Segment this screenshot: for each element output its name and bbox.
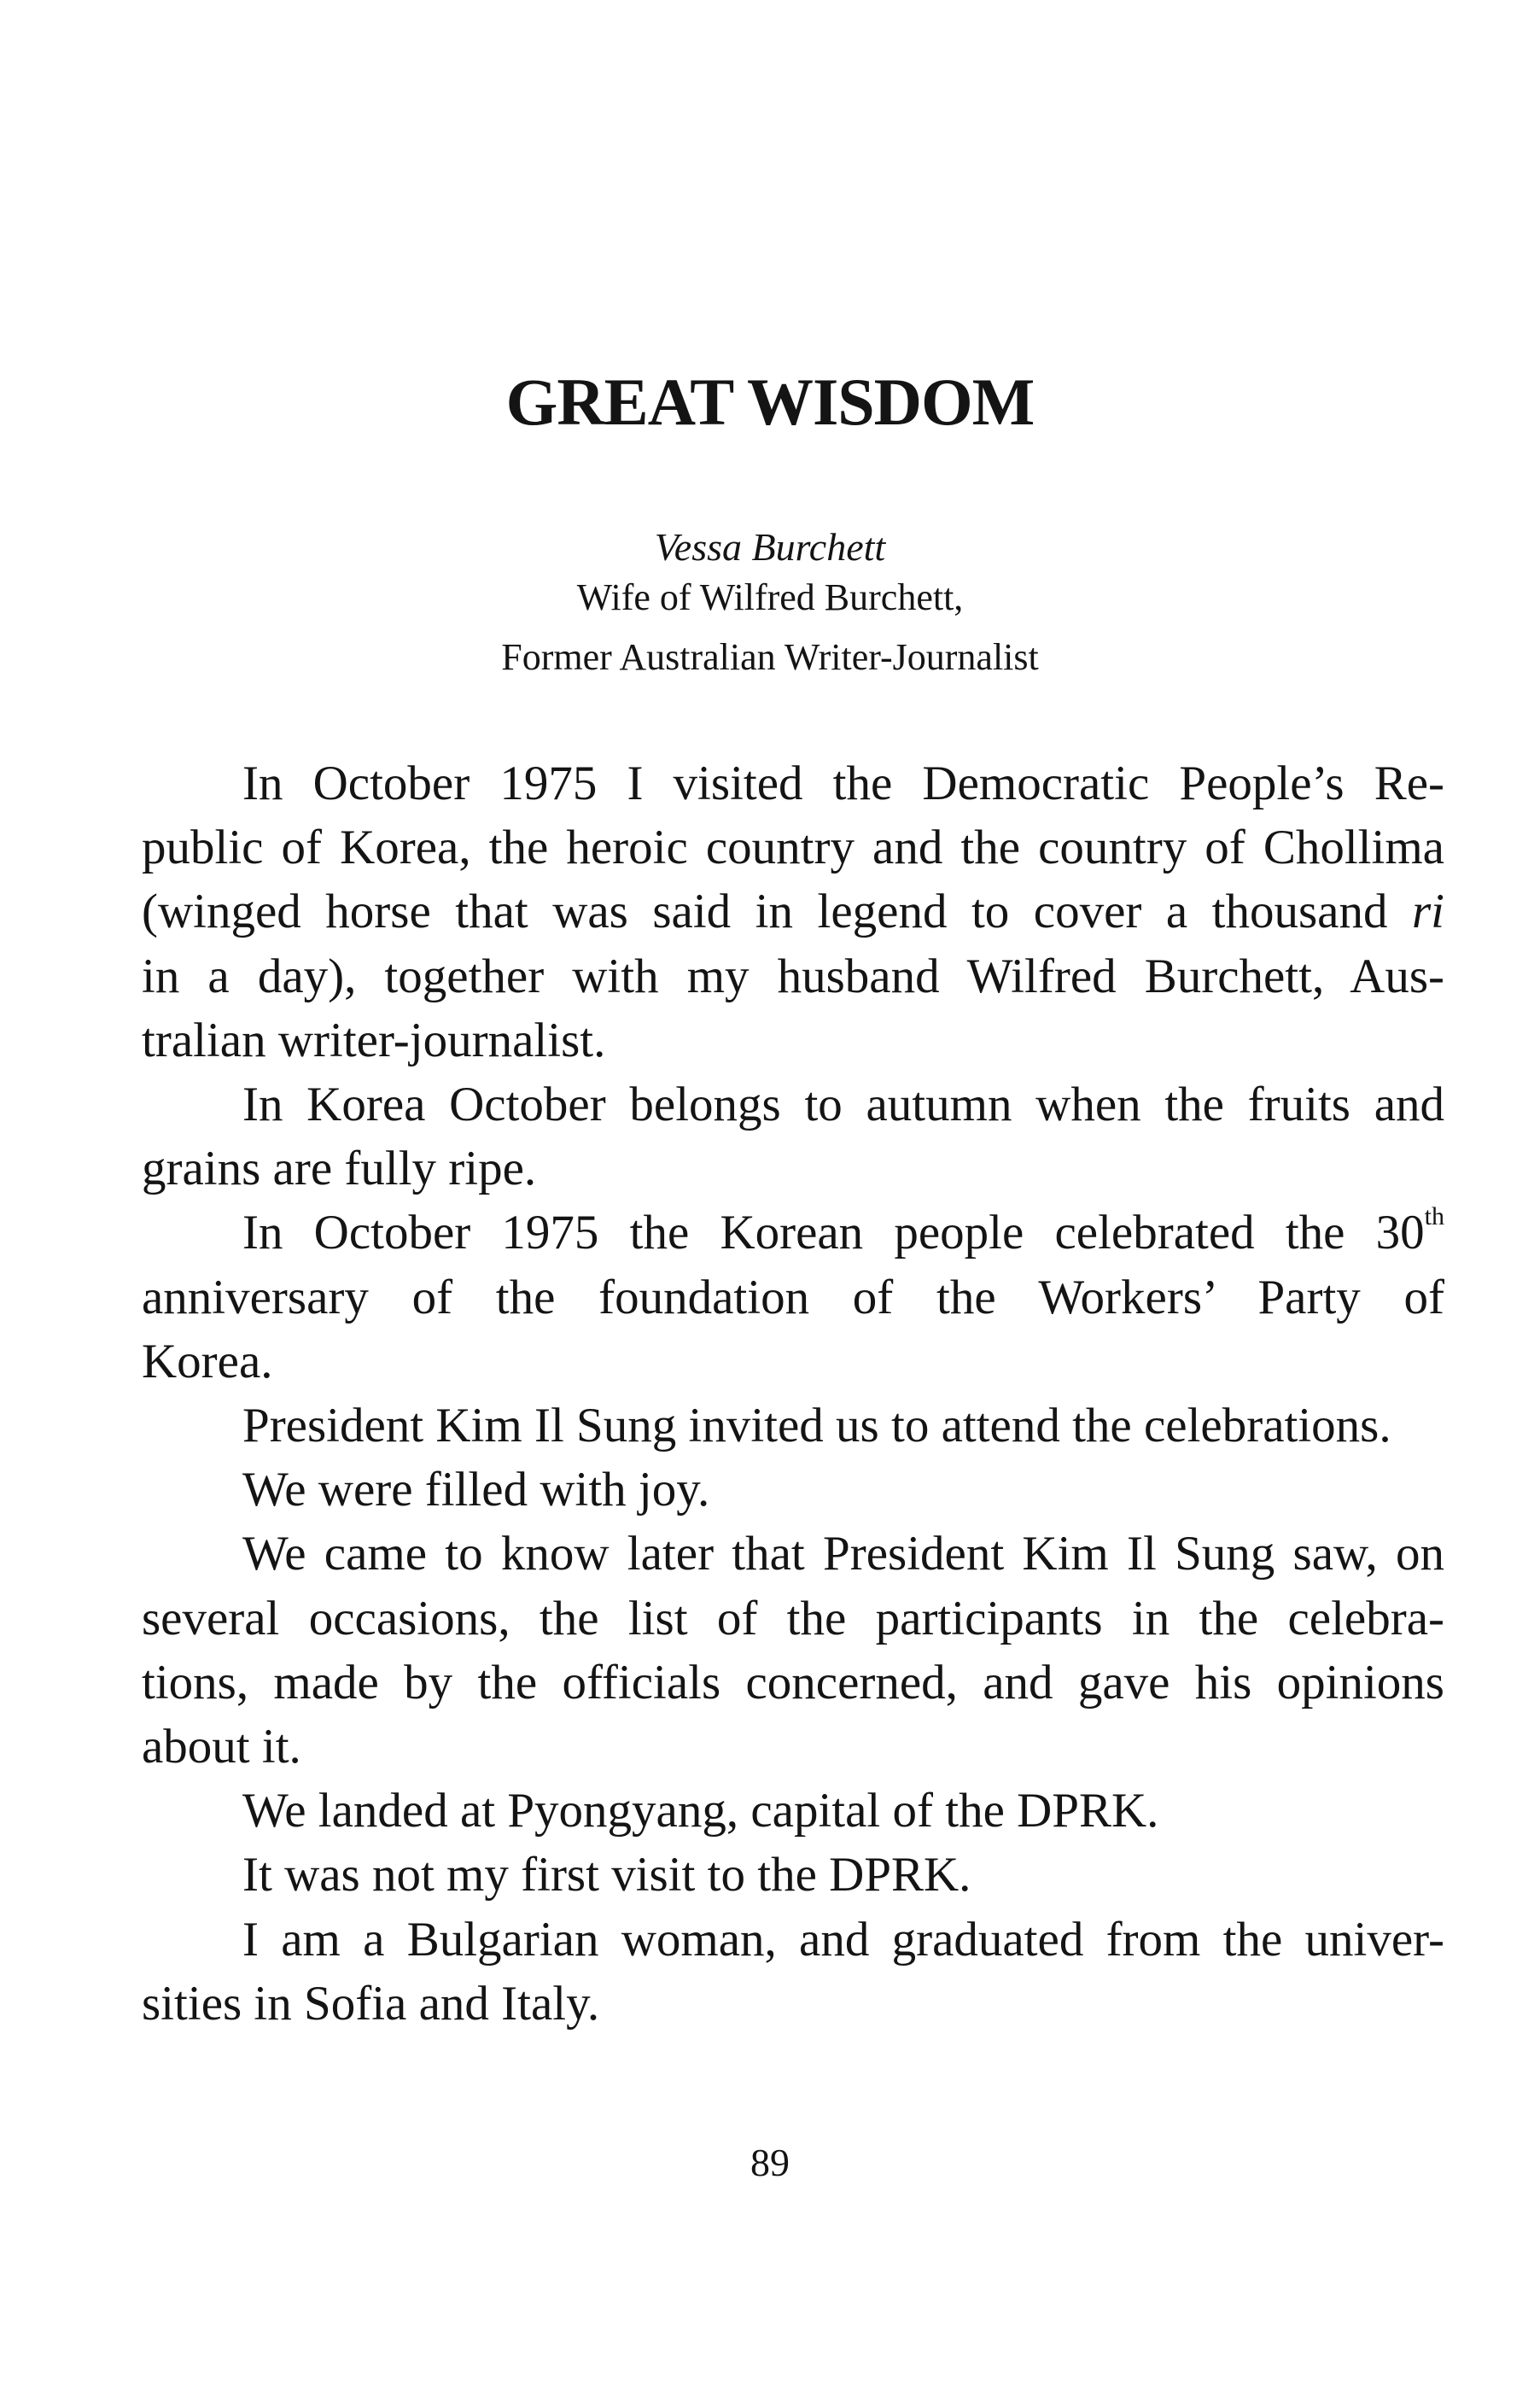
page-number: 89 bbox=[750, 2141, 790, 2184]
text-line: sities in Sofia and Italy. bbox=[142, 1976, 600, 2031]
body-text bbox=[142, 751, 1444, 2036]
text-line: We were filled with joy. bbox=[242, 1463, 710, 1517]
text-line: (winged horse that was said in legend to cover a thousand ri bbox=[142, 885, 1444, 939]
paragraph bbox=[142, 1072, 1444, 1201]
text-line: President Kim Il Sung invited us to attend the celebrations. bbox=[242, 1399, 1391, 1453]
chapter-title: GREAT WISDOM bbox=[505, 365, 1035, 439]
text-line: in a day), together with my husband Wilfred Burchett, Aus- bbox=[142, 949, 1444, 1003]
text-line: about it. bbox=[142, 1720, 301, 1774]
text-line bbox=[142, 1201, 1444, 1265]
paragraph bbox=[142, 1843, 1444, 1907]
italic-word: ri bbox=[1411, 885, 1444, 939]
paragraph bbox=[142, 1201, 1444, 1394]
text-line: In Korea October belongs to autumn when the fruits and bbox=[242, 1078, 1444, 1132]
text-line: tions, made by the officials concerned, and gave his opinions bbox=[142, 1655, 1444, 1709]
paragraph bbox=[142, 1908, 1444, 2036]
text-line: In October 1975 I visited the Democratic People’s Re- bbox=[242, 757, 1444, 810]
text-line: public of Korea, the heroic country and the country of Chollima bbox=[142, 821, 1444, 875]
author-description: Former Australian Writer-Journalist bbox=[501, 636, 1039, 678]
ordinal-superscript: th bbox=[1424, 1202, 1444, 1231]
paragraph bbox=[142, 751, 1444, 1072]
text-line: It was not my first visit to the DPRK. bbox=[242, 1848, 971, 1902]
paragraph bbox=[142, 1779, 1444, 1843]
text-line: I am a Bulgarian woman, and graduated from the univer- bbox=[242, 1912, 1444, 1966]
text-line: tralian writer-journalist. bbox=[142, 1013, 606, 1067]
text-line: Korea. bbox=[142, 1334, 273, 1388]
text-line: We came to know later that President Kim Il Sung saw, on bbox=[242, 1527, 1444, 1581]
text-line: anniversary of the foundation of the Workers’ Party of bbox=[142, 1270, 1444, 1324]
author-name: Vessa Burchett bbox=[654, 525, 886, 569]
text-segment: In October 1975 the Korean people celebrated the 30 bbox=[242, 1206, 1425, 1260]
paragraph bbox=[142, 1522, 1444, 1779]
text-line: grains are fully ripe. bbox=[142, 1142, 537, 1196]
text-line: We landed at Pyongyang, capital of the DPRK. bbox=[242, 1784, 1159, 1838]
paragraph bbox=[142, 1394, 1444, 1458]
paragraph bbox=[142, 1458, 1444, 1522]
author-role: Wife of Wilfred Burchett, bbox=[576, 576, 964, 618]
text-line: several occasions, the list of the participants in the celebra- bbox=[142, 1591, 1444, 1645]
